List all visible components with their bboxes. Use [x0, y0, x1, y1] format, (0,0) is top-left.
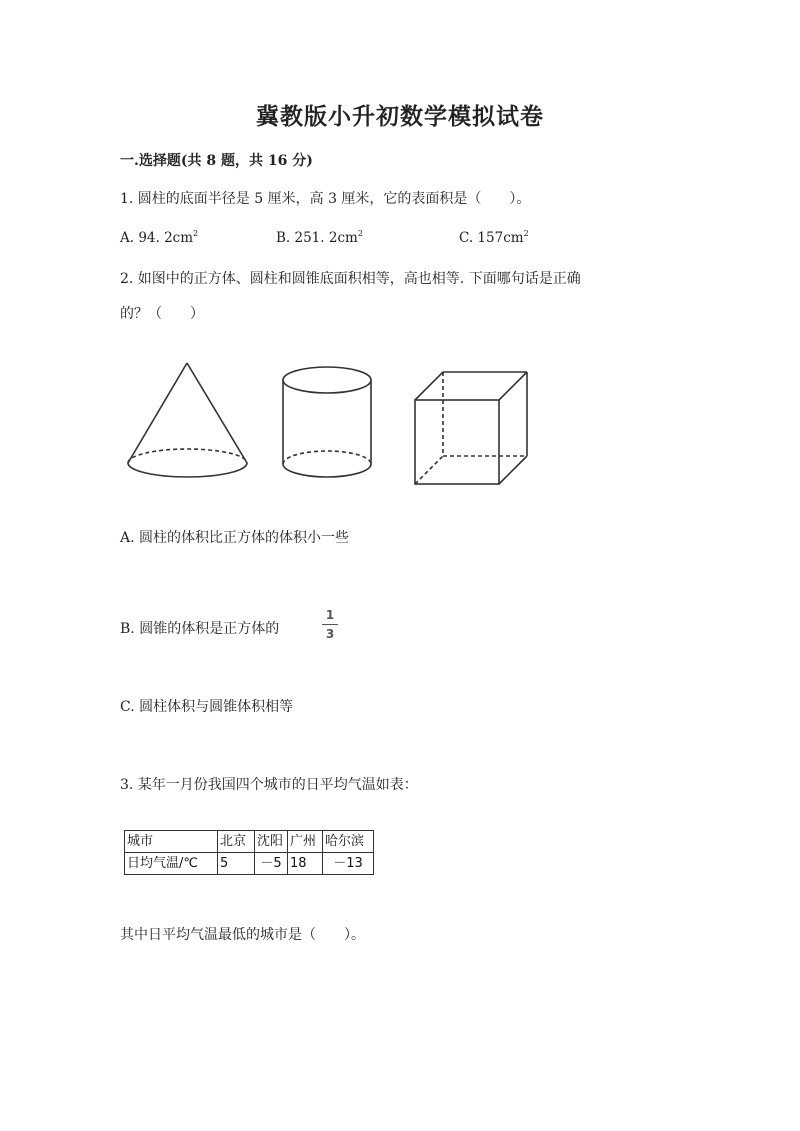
table-header-row	[125, 831, 374, 853]
table-cell: 18	[288, 853, 323, 875]
cube-icon	[410, 365, 535, 490]
q2-option-a: A. 圆柱的体积比正方体的体积小一些	[120, 530, 350, 546]
table-cell: 北京	[218, 831, 255, 853]
fraction-denominator: 3	[325, 627, 335, 641]
q1-option-a: A. 94. $2cm^2$	[120, 229, 199, 246]
fraction-numerator: 1	[325, 608, 335, 622]
cone-icon	[120, 355, 255, 485]
cylinder-icon	[276, 360, 381, 490]
question-1-text: 1. 圆柱的底面半径是 5 厘米，高 3 厘米，它的表面积是（ ）。	[120, 191, 531, 207]
table-cell: 沈阳	[255, 831, 288, 853]
fraction-bar	[322, 624, 338, 625]
table-cell: －13	[323, 853, 374, 875]
table-cell: 5	[218, 853, 255, 875]
question-2-line-1: 2. 如图中的正方体、圆柱和圆锥底面积相等，高也相等. 下面哪句话是正确	[120, 271, 581, 287]
fraction-one-third	[322, 608, 338, 641]
table-cell: 城市	[125, 831, 218, 853]
q1-option-c: C. $157cm^2$	[459, 229, 529, 246]
question-3-text: 3. 某年一月份我国四个城市的日平均气温如表：	[120, 777, 418, 793]
table-cell: 哈尔滨	[323, 831, 374, 853]
q1-option-b: B. 251. $2cm^2$	[276, 229, 363, 246]
table-cell: 日均气温/℃	[125, 853, 218, 875]
table-cell: －5	[255, 853, 288, 875]
question-3-prompt: 其中日平均气温最低的城市是（ ）。	[120, 927, 365, 943]
table-cell: 广州	[288, 831, 323, 853]
section-heading: 一.选择题(共 8 题，共 16 分)	[120, 153, 313, 169]
temperature-table	[124, 830, 374, 875]
question-2-line-2: 的？（ ）	[120, 306, 204, 322]
q2-option-c: C. 圆柱体积与圆锥体积相等	[120, 699, 294, 715]
q2-option-b: B. 圆锥的体积是正方体的	[120, 621, 280, 637]
page-title: 冀教版小升初数学模拟试卷	[256, 103, 544, 130]
table-row	[125, 853, 374, 875]
